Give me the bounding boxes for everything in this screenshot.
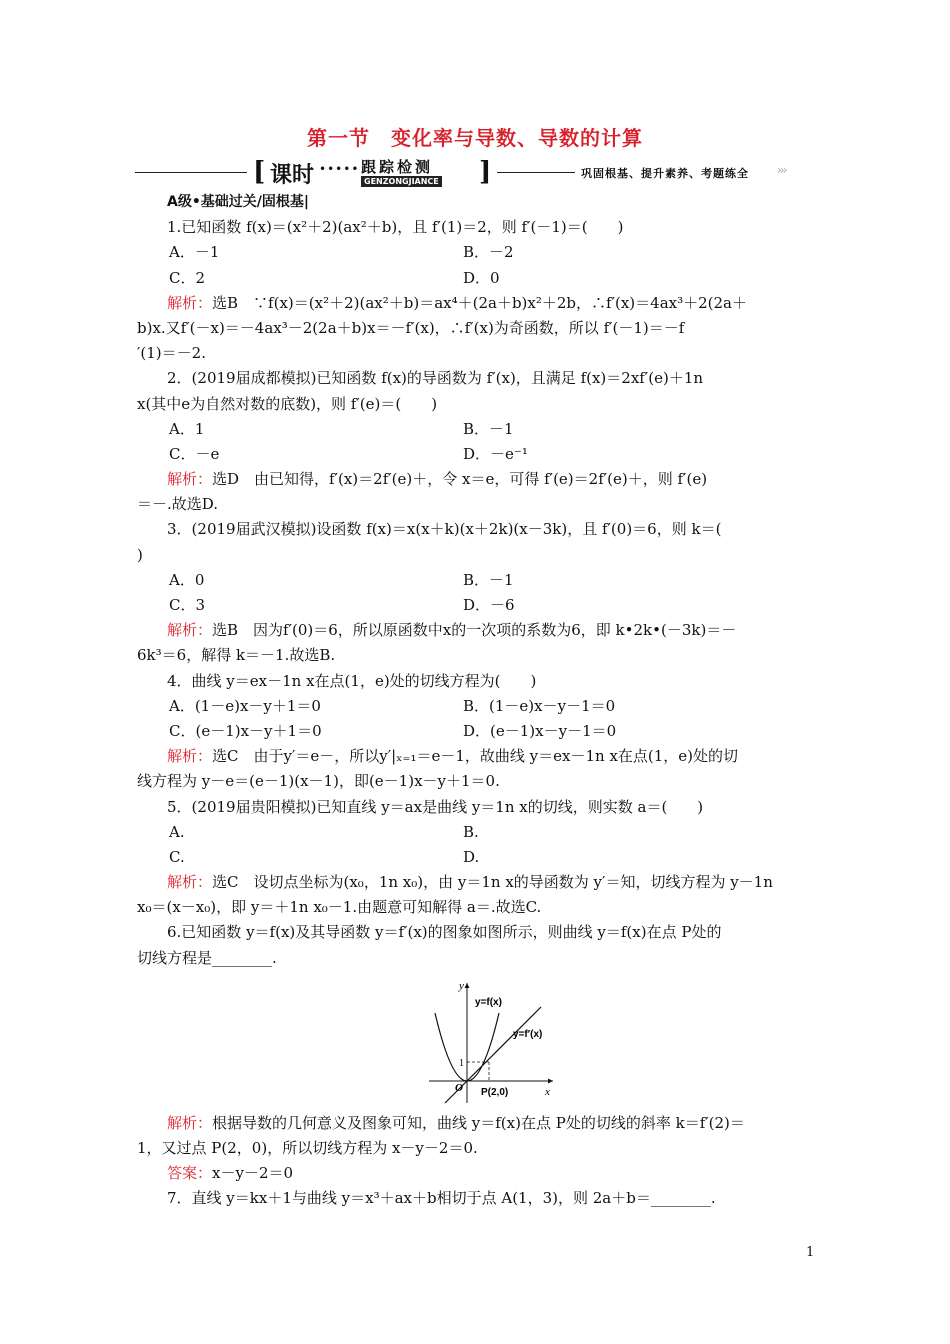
q1-option-d: D．0 (463, 268, 500, 287)
q3-options-row2 (137, 593, 817, 618)
tick-1-label: 1 (459, 1057, 464, 1069)
q5-solution-text1: 选C 设切点坐标为(x₀，1n x₀)，由 y＝1n x的导函数为 y′＝知，切线方程为 y－1n (212, 873, 773, 892)
q6-answer-label: 答案： (167, 1164, 213, 1183)
q2-options-row2 (137, 442, 817, 467)
q1-option-a: A．－1 (169, 243, 220, 262)
q5-options-row2 (137, 845, 817, 870)
page-number: 1 (806, 1245, 815, 1260)
q2-option-c: C．－e (169, 444, 220, 463)
q2-option-a: A．1 (169, 419, 205, 438)
q1-solution-line1 (137, 291, 817, 316)
q5-option-b: B. (463, 822, 479, 841)
q3-solution-label: 解析： (167, 621, 213, 640)
q2-stem-line2: x(其中e为自然对数的底数)，则 f′(e)＝( ) (137, 394, 438, 413)
q1-solution-line2: b)x.又f′(－x)＝－4ax³－2(2a＋b)x＝－f′(x)，∴f′(x)为奇函数，所以 f′(－1)＝－f (137, 318, 685, 337)
q2-option-b: B．－1 (463, 419, 514, 438)
q2-solution-line1 (137, 467, 817, 492)
q3-options-row1 (137, 568, 817, 593)
q1-option-c: C．2 (169, 268, 206, 287)
banner-rule-left (135, 172, 247, 173)
q4-stem: 4．曲线 y＝ex－1n x在点(1，e)处的切线方程为( ) (167, 671, 537, 690)
q3-stem-line1: 3．(2019届武汉模拟)设函数 f(x)＝x(x＋k)(x＋2k)(x－3k)，且 f′(0)＝6，则 k＝( (167, 520, 722, 539)
q5-solution-line1 (137, 870, 817, 895)
q4-options-row1 (137, 694, 817, 719)
q3-stem-line2: ) (137, 545, 143, 564)
q5-options-row1 (137, 820, 817, 845)
origin-label: O (455, 1081, 463, 1094)
q3-option-b: B．－1 (463, 570, 514, 589)
banner-bracket-right: ] (479, 157, 492, 187)
q3-option-a: A．0 (169, 570, 205, 589)
exercise-content (137, 190, 817, 1212)
q4-option-d: D．(e－1)x－y－1＝0 (463, 721, 617, 740)
q6-stem-line2: 切线方程是________. (137, 948, 277, 967)
banner-dots: ••••• (319, 162, 360, 176)
q4-solution-text1: 选C 由于y′＝e－，所以y′|ₓ₌₁＝e－1，故曲线 y＝ex－1n x在点(1，e)处的切 (212, 747, 739, 766)
q3-option-c: C．3 (169, 596, 206, 614)
y-axis-label: y (459, 979, 464, 992)
banner-bracket-left: [ (253, 157, 266, 187)
page-title: 第一节 变化率与导数、导数的计算 (307, 126, 643, 150)
q4-option-b: B．(1－e)x－y－1＝0 (463, 696, 616, 715)
q7-stem: 7．直线 y＝kx＋1与曲线 y＝x³＋ax＋b相切于点 A(1，3)，则 2a＋b＝________. (167, 1189, 716, 1208)
banner-slogan: 巩固根基、提升素养、考题练全 (581, 167, 749, 180)
q3-solution-line1 (137, 618, 817, 643)
q4-solution-label: 解析： (167, 747, 213, 766)
banner-pinyin: GENZONGJIANCE (361, 176, 442, 187)
q2-solution-line2: ＝－.故选D. (137, 495, 219, 514)
q4-solution-line2: 线方程为 y－e＝(e－1)(x－1)，即(e－1)x－y＋1＝0. (137, 772, 500, 791)
banner-genzong: 跟踪检测 (361, 158, 434, 176)
q6-function-graph (423, 977, 563, 1107)
q6-solution-label: 解析： (167, 1113, 213, 1132)
q1-solution-text1: 选B ∵f(x)＝(x²＋2)(ax²＋b)＝ax⁴＋(2a＋b)x²＋2b，∴f′(x)＝4ax³＋2(2a＋ (212, 293, 747, 312)
q2-option-d: D．－e⁻¹ (463, 444, 528, 463)
q3-option-d: D．－6 (463, 596, 515, 614)
q6-solution-line2: 1，又过点 P(2，0)，所以切线方程为 x－y－2＝0. (137, 1139, 478, 1157)
q6-solution-line1 (137, 1111, 817, 1136)
q4-option-c: C．(e－1)x－y＋1＝0 (169, 721, 322, 740)
q1-options-row2 (137, 266, 817, 291)
q1-option-b: B．－2 (463, 243, 514, 262)
q3-solution-text1: 选B 因为f′(0)＝6，所以原函数中x的一次项的系数为6，即 k•2k•(－3k)＝－ (212, 621, 737, 640)
q1-solution-line3: ′(1)＝－2. (137, 344, 206, 363)
q5-solution-line2: x₀＝(x－x₀)，即 y＝＋1n x₀－1.由题意可知解得 a＝.故选C. (137, 898, 542, 917)
q6-answer-line (137, 1161, 817, 1186)
label-fx: y=f(x) (475, 996, 502, 1008)
q1-stem: 1.已知函数 f(x)＝(x²＋2)(ax²＋b)，且 f′(1)＝2，则 f′(－1)＝( ) (167, 218, 624, 237)
q4-options-row2 (137, 719, 817, 744)
q5-stem: 5．(2019届贵阳模拟)已知直线 y＝ax是曲线 y＝1n x的切线，则实数 a＝( ) (167, 797, 704, 816)
q5-solution-label: 解析： (167, 873, 213, 892)
q2-stem-line1: 2．(2019届成都模拟)已知函数 f(x)的导函数为 f′(x)，且满足 f(x)＝2xf′(e)＋1n (167, 369, 704, 388)
y-axis-arrow-icon (465, 983, 470, 988)
q2-options-row1 (137, 417, 817, 442)
q6-solution-text1: 根据导数的几何意义及图象可知，曲线 y＝f(x)在点 P处的切线的斜率 k＝f′(2)＝ (212, 1113, 745, 1132)
q6-graph-svg (423, 977, 563, 1107)
banner-keshi: 课时 (270, 163, 315, 188)
double-chevron-icon: ››› (777, 163, 786, 177)
q1-solution-label: 解析： (167, 293, 213, 312)
q5-option-d: D. (463, 847, 480, 866)
lesson-banner (135, 156, 815, 190)
q5-option-a: A. (169, 822, 185, 841)
q4-option-a: A．(1－e)x－y＋1＝0 (169, 696, 321, 715)
q6-stem-line1: 6.已知函数 y＝f(x)及其导函数 y＝f′(x)的图象如图所示，则曲线 y＝f(x)在点 P处的 (167, 923, 722, 942)
q5-option-c: C. (169, 847, 185, 866)
banner-rule-right (497, 172, 575, 173)
q6-answer-text: x－y－2＝0 (212, 1164, 294, 1183)
q3-solution-line2: 6k³＝6，解得 k＝－1.故选B. (137, 646, 336, 665)
section-heading: A级•基础过关/固根基| (167, 194, 310, 210)
x-axis-arrow-icon (548, 1078, 553, 1083)
q2-solution-label: 解析： (167, 470, 213, 489)
q4-solution-line1 (137, 744, 817, 769)
label-dfx: y=f′(x) (513, 1028, 543, 1040)
point-p-label: P(2,0) (481, 1086, 509, 1098)
q1-options-row1 (137, 240, 817, 265)
x-axis-label: x (545, 1085, 550, 1098)
q2-solution-text1: 选D 由已知得，f′(x)＝2f′(e)＋，令 x＝e，可得 f′(e)＝2f′(e)＋，则 f′(e) (212, 470, 708, 489)
